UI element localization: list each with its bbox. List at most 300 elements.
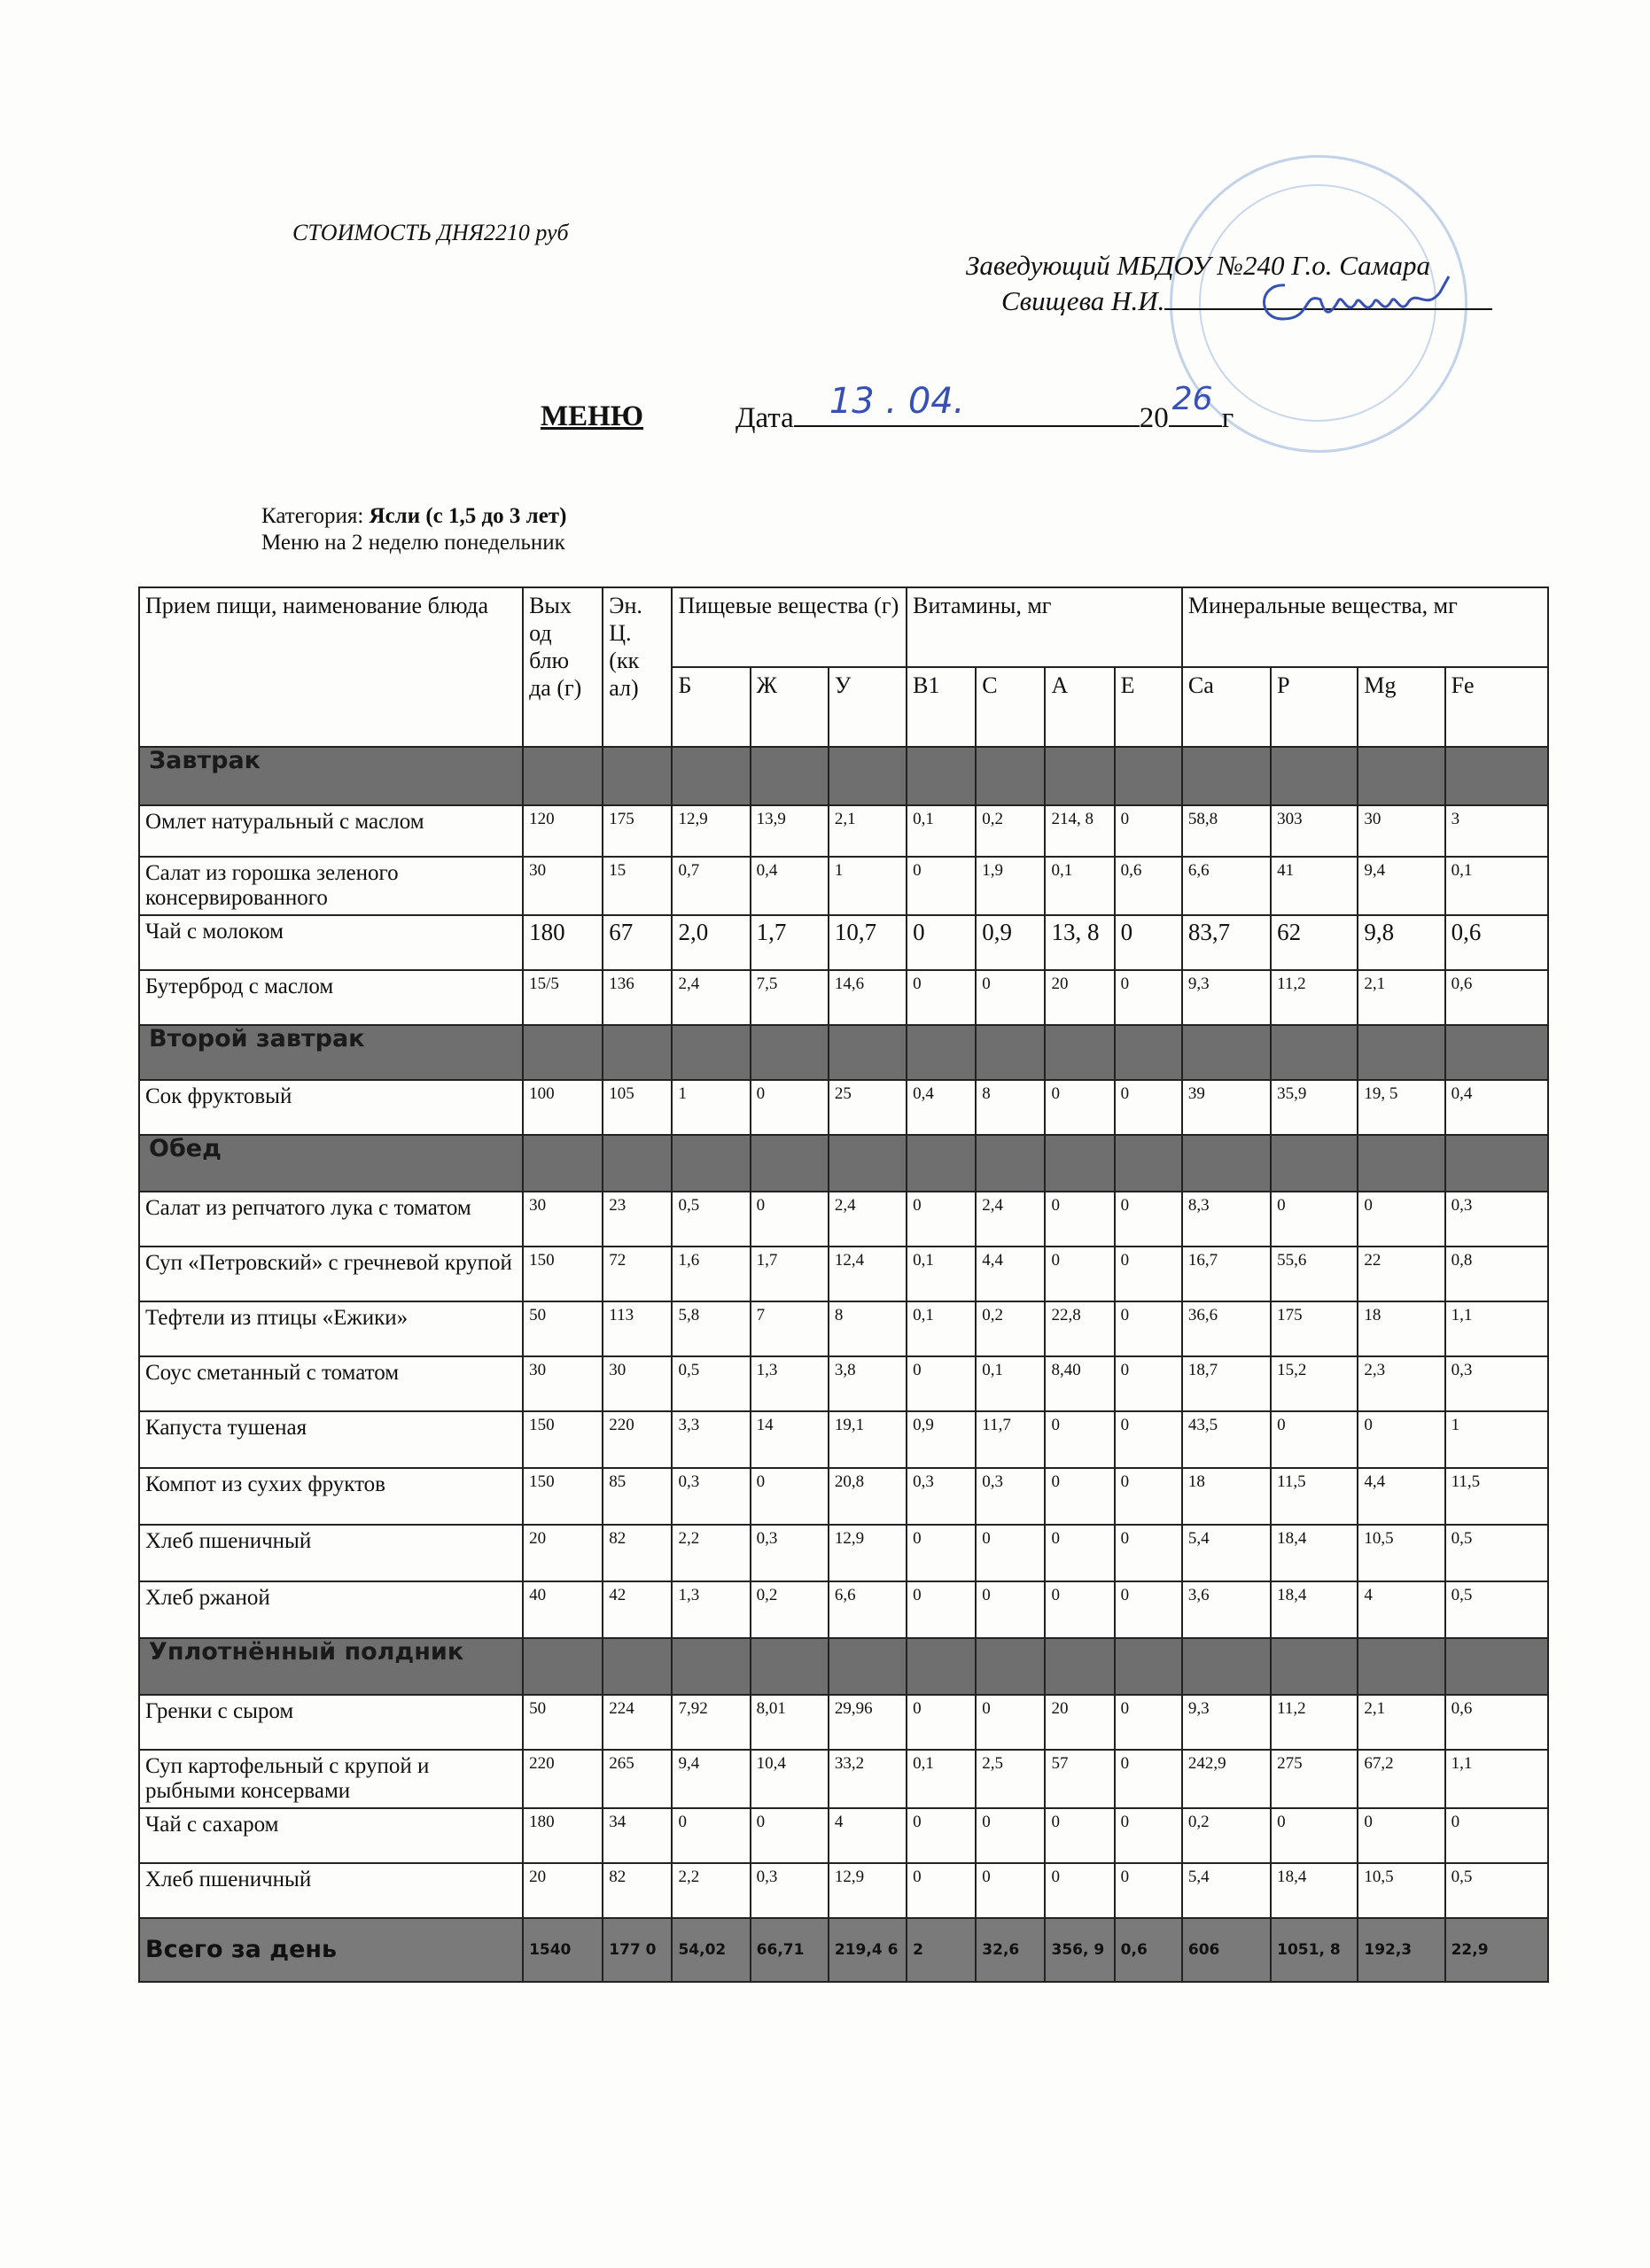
value-cell: 1,7 [751, 915, 829, 970]
value-cell: 4,4 [976, 1247, 1045, 1301]
value-cell: 12,9 [672, 805, 750, 857]
value-cell: 1,7 [751, 1247, 829, 1301]
dish-name: Хлеб пшеничный [139, 1863, 523, 1918]
section-empty-cell [907, 1135, 976, 1192]
section-row-breakfast [139, 747, 1548, 805]
section-empty-cell [976, 1638, 1045, 1695]
table-row [139, 1080, 1548, 1135]
col-minerals-header: Минеральные вещества, мг [1182, 587, 1548, 667]
value-cell: 100 [523, 1080, 603, 1135]
col-nutrients-header: Пищевые вещества (г) [672, 587, 907, 667]
value-cell: 2,3 [1358, 1356, 1444, 1411]
value-cell: 0 [751, 1468, 829, 1525]
value-cell: 7,92 [672, 1695, 750, 1750]
dish-name: Тефтели из птицы «Ежики» [139, 1301, 523, 1356]
value-cell: 14 [751, 1411, 829, 1468]
value-cell: 0,3 [976, 1468, 1045, 1525]
total-cell: 356, 9 [1045, 1918, 1114, 1982]
table-row [139, 1750, 1548, 1808]
category-block [261, 503, 566, 556]
value-cell: 0 [976, 1863, 1045, 1918]
date-value: 13 . 04. [829, 381, 965, 422]
date-label: Дата [735, 402, 794, 434]
value-cell: 113 [603, 1301, 672, 1356]
value-cell: 20,8 [829, 1468, 907, 1525]
value-cell: 8 [829, 1301, 907, 1356]
value-cell: 1,3 [672, 1581, 750, 1638]
section-empty-cell [1045, 747, 1114, 805]
value-cell: 30 [603, 1356, 672, 1411]
section-empty-cell [1358, 1025, 1444, 1080]
value-cell: 0,1 [907, 1247, 976, 1301]
section-empty-cell [907, 1025, 976, 1080]
value-cell: 0 [1045, 1863, 1114, 1918]
value-cell: 0,6 [1115, 857, 1182, 915]
value-cell: 1,6 [672, 1247, 750, 1301]
value-cell: 0,5 [1445, 1525, 1548, 1581]
value-cell: 43,5 [1182, 1411, 1271, 1468]
value-cell: 0 [907, 1192, 976, 1247]
value-cell: 0 [907, 1808, 976, 1863]
value-cell: 2,4 [976, 1192, 1045, 1247]
value-cell: 19,1 [829, 1411, 907, 1468]
value-cell: 15 [603, 857, 672, 915]
value-cell: 22,8 [1045, 1301, 1114, 1356]
value-cell: 18,4 [1271, 1525, 1358, 1581]
value-cell: 0 [1271, 1192, 1358, 1247]
value-cell: 0 [1045, 1581, 1114, 1638]
total-cell: 177 0 [603, 1918, 672, 1982]
value-cell: 4,4 [1358, 1468, 1444, 1525]
section-empty-cell [603, 747, 672, 805]
value-cell: 0 [672, 1808, 750, 1863]
total-cell: 219,4 6 [829, 1918, 907, 1982]
dish-name: Суп картофельный с крупой и рыбными консервами [139, 1750, 523, 1808]
value-cell: 12,9 [829, 1525, 907, 1581]
value-cell: 1 [1445, 1411, 1548, 1468]
value-cell: 9,4 [672, 1750, 750, 1808]
section-empty-cell [751, 1638, 829, 1695]
value-cell: 0,6 [1445, 970, 1548, 1025]
value-cell: 18,7 [1182, 1356, 1271, 1411]
value-cell: 23 [603, 1192, 672, 1247]
section-empty-cell [976, 747, 1045, 805]
value-cell: 0 [1115, 1750, 1182, 1808]
table-row [139, 1247, 1548, 1301]
section-empty-cell [1182, 1025, 1271, 1080]
date-line [735, 381, 1234, 435]
col-b1: В1 [907, 667, 976, 747]
value-cell: 39 [1182, 1080, 1271, 1135]
section-empty-cell [1358, 1135, 1444, 1192]
value-cell: 0 [907, 1525, 976, 1581]
value-cell: 5,4 [1182, 1525, 1271, 1581]
value-cell: 136 [603, 970, 672, 1025]
value-cell: 105 [603, 1080, 672, 1135]
section-empty-cell [751, 747, 829, 805]
value-cell: 0 [1115, 1411, 1182, 1468]
total-cell: 192,3 [1358, 1918, 1444, 1982]
value-cell: 50 [523, 1301, 603, 1356]
value-cell: 1 [829, 857, 907, 915]
value-cell: 6,6 [829, 1581, 907, 1638]
section-empty-cell [1358, 1638, 1444, 1695]
value-cell: 7 [751, 1301, 829, 1356]
value-cell: 11,5 [1271, 1468, 1358, 1525]
value-cell: 4 [1358, 1581, 1444, 1638]
value-cell: 214, 8 [1045, 805, 1114, 857]
value-cell: 0,2 [1182, 1808, 1271, 1863]
value-cell: 0,3 [751, 1863, 829, 1918]
value-cell: 11,2 [1271, 1695, 1358, 1750]
total-row [139, 1918, 1548, 1982]
table-row [139, 805, 1548, 857]
value-cell: 42 [603, 1581, 672, 1638]
value-cell: 150 [523, 1468, 603, 1525]
value-cell: 15/5 [523, 970, 603, 1025]
table-row [139, 1581, 1548, 1638]
value-cell: 18,4 [1271, 1863, 1358, 1918]
value-cell: 0 [907, 1863, 976, 1918]
value-cell: 0,1 [907, 1750, 976, 1808]
value-cell: 0,5 [1445, 1863, 1548, 1918]
director-title: Заведующий МБДОУ №240 Г.о. Самара [966, 250, 1430, 281]
value-cell: 5,4 [1182, 1863, 1271, 1918]
value-cell: 67,2 [1358, 1750, 1444, 1808]
dish-name: Салат из репчатого лука с томатом [139, 1192, 523, 1247]
section-empty-cell [672, 1638, 750, 1695]
value-cell: 20 [1045, 1695, 1114, 1750]
table-header-row [139, 587, 1548, 667]
value-cell: 175 [1271, 1301, 1358, 1356]
col-p: Р [1271, 667, 1358, 747]
section-row-lunch [139, 1135, 1548, 1192]
value-cell: 175 [603, 805, 672, 857]
value-cell: 8 [976, 1080, 1045, 1135]
value-cell: 0 [1045, 1080, 1114, 1135]
value-cell: 36,6 [1182, 1301, 1271, 1356]
table-row [139, 1468, 1548, 1525]
value-cell: 3,6 [1182, 1581, 1271, 1638]
total-cell: 66,71 [751, 1918, 829, 1982]
value-cell: 2,4 [672, 970, 750, 1025]
value-cell: 0 [1045, 1192, 1114, 1247]
section-empty-cell [672, 747, 750, 805]
section-empty-cell [1115, 1638, 1182, 1695]
value-cell: 8,40 [1045, 1356, 1114, 1411]
section-empty-cell [523, 747, 603, 805]
dish-name: Салат из горошка зеленого консервированного [139, 857, 523, 915]
table-row [139, 1863, 1548, 1918]
value-cell: 1,9 [976, 857, 1045, 915]
value-cell: 55,6 [1271, 1247, 1358, 1301]
col-zh: Ж [751, 667, 829, 747]
dish-name: Сок фруктовый [139, 1080, 523, 1135]
value-cell: 0 [976, 1581, 1045, 1638]
section-empty-cell [751, 1025, 829, 1080]
total-cell: 32,6 [976, 1918, 1045, 1982]
value-cell: 0 [1115, 805, 1182, 857]
value-cell: 0,2 [976, 805, 1045, 857]
section-empty-cell [523, 1025, 603, 1080]
section-empty-cell [1271, 1638, 1358, 1695]
value-cell: 0 [1115, 1356, 1182, 1411]
section-empty-cell [672, 1135, 750, 1192]
value-cell: 0 [907, 857, 976, 915]
section-empty-cell [1115, 1025, 1182, 1080]
section-empty-cell [523, 1638, 603, 1695]
value-cell: 0 [976, 1695, 1045, 1750]
dish-name: Хлеб ржаной [139, 1581, 523, 1638]
value-cell: 30 [523, 1356, 603, 1411]
value-cell: 35,9 [1271, 1080, 1358, 1135]
col-mg: Mg [1358, 667, 1444, 747]
value-cell: 0,5 [672, 1356, 750, 1411]
value-cell: 0 [751, 1808, 829, 1863]
value-cell: 0 [1115, 1525, 1182, 1581]
value-cell: 20 [523, 1863, 603, 1918]
value-cell: 0,9 [907, 1411, 976, 1468]
value-cell: 0,3 [907, 1468, 976, 1525]
total-cell: 2 [907, 1918, 976, 1982]
section-empty-cell [829, 1025, 907, 1080]
dish-name: Суп «Петровский» с гречневой крупой [139, 1247, 523, 1301]
value-cell: 0,1 [1045, 857, 1114, 915]
dish-name: Гренки с сыром [139, 1695, 523, 1750]
col-energy-header: Эн. Ц. (кк ал) [603, 587, 672, 747]
value-cell: 0 [907, 1356, 976, 1411]
dish-name: Бутерброд с маслом [139, 970, 523, 1025]
value-cell: 0,6 [1445, 915, 1548, 970]
value-cell: 0 [1045, 1468, 1114, 1525]
date-field [794, 381, 1140, 427]
menu-table-body [139, 747, 1548, 1982]
section-empty-cell [1045, 1135, 1114, 1192]
total-cell: 22,9 [1445, 1918, 1548, 1982]
value-cell: 0,3 [751, 1525, 829, 1581]
value-cell: 5,8 [672, 1301, 750, 1356]
value-cell: 0,3 [1445, 1356, 1548, 1411]
section-empty-cell [523, 1135, 603, 1192]
value-cell: 11,5 [1445, 1468, 1548, 1525]
value-cell: 9,3 [1182, 1695, 1271, 1750]
value-cell: 120 [523, 805, 603, 857]
total-cell: 54,02 [672, 1918, 750, 1982]
dish-name: Чай с сахаром [139, 1808, 523, 1863]
value-cell: 12,4 [829, 1247, 907, 1301]
col-e: Е [1115, 667, 1182, 747]
value-cell: 0,6 [1445, 1695, 1548, 1750]
value-cell: 0,5 [672, 1192, 750, 1247]
value-cell: 180 [523, 1808, 603, 1863]
section-empty-cell [1445, 747, 1548, 805]
value-cell: 0,4 [751, 857, 829, 915]
value-cell: 180 [523, 915, 603, 970]
value-cell: 2,1 [1358, 970, 1444, 1025]
section-empty-cell [1115, 747, 1182, 805]
value-cell: 0,1 [907, 1301, 976, 1356]
value-cell: 0,4 [907, 1080, 976, 1135]
value-cell: 0,4 [1445, 1080, 1548, 1135]
value-cell: 242,9 [1182, 1750, 1271, 1808]
value-cell: 0 [1271, 1808, 1358, 1863]
value-cell: 3,8 [829, 1356, 907, 1411]
section-empty-cell [603, 1025, 672, 1080]
section-empty-cell [829, 1135, 907, 1192]
total-label: Всего за день [139, 1918, 523, 1982]
value-cell: 3 [1445, 805, 1548, 857]
value-cell: 34 [603, 1808, 672, 1863]
value-cell: 2,1 [829, 805, 907, 857]
value-cell: 0 [907, 1695, 976, 1750]
value-cell: 0 [1045, 1525, 1114, 1581]
value-cell: 220 [603, 1411, 672, 1468]
value-cell: 275 [1271, 1750, 1358, 1808]
value-cell: 0 [1115, 970, 1182, 1025]
section-empty-cell [1182, 747, 1271, 805]
value-cell: 150 [523, 1411, 603, 1468]
table-row [139, 1525, 1548, 1581]
value-cell: 0 [976, 970, 1045, 1025]
value-cell: 67 [603, 915, 672, 970]
col-c: С [976, 667, 1045, 747]
year-field [1169, 381, 1222, 427]
section-empty-cell [1271, 1025, 1358, 1080]
value-cell: 33,2 [829, 1750, 907, 1808]
value-cell: 0 [1115, 1808, 1182, 1863]
section-empty-cell [1445, 1135, 1548, 1192]
value-cell: 2,2 [672, 1863, 750, 1918]
value-cell: 0 [751, 1192, 829, 1247]
value-cell: 7,5 [751, 970, 829, 1025]
value-cell: 0 [1115, 1695, 1182, 1750]
value-cell: 0,2 [751, 1581, 829, 1638]
section-empty-cell [672, 1025, 750, 1080]
total-cell: 606 [1182, 1918, 1271, 1982]
value-cell: 265 [603, 1750, 672, 1808]
value-cell: 0 [751, 1080, 829, 1135]
value-cell: 0 [1358, 1411, 1444, 1468]
table-row [139, 1808, 1548, 1863]
section-row-snack [139, 1638, 1548, 1695]
value-cell: 1,3 [751, 1356, 829, 1411]
category-value: Ясли (с 1,5 до 3 лет) [369, 504, 567, 528]
value-cell: 0 [1358, 1192, 1444, 1247]
value-cell: 0 [976, 1525, 1045, 1581]
col-dish-header: Прием пищи, наименование блюда [139, 587, 523, 747]
section-title: Завтрак [139, 747, 523, 805]
section-row-second-breakfast [139, 1025, 1548, 1080]
value-cell: 0,9 [976, 915, 1045, 970]
value-cell: 0,3 [1445, 1192, 1548, 1247]
value-cell: 82 [603, 1525, 672, 1581]
value-cell: 12,9 [829, 1863, 907, 1918]
value-cell: 9,8 [1358, 915, 1444, 970]
value-cell: 0 [1115, 1863, 1182, 1918]
section-empty-cell [1045, 1025, 1114, 1080]
value-cell: 13, 8 [1045, 915, 1114, 970]
value-cell: 0,2 [976, 1301, 1045, 1356]
value-cell: 15,2 [1271, 1356, 1358, 1411]
category-label: Категория: [261, 504, 364, 528]
value-cell: 10,4 [751, 1750, 829, 1808]
value-cell: 0,8 [1445, 1247, 1548, 1301]
table-row [139, 857, 1548, 915]
dish-name: Хлеб пшеничный [139, 1525, 523, 1581]
section-empty-cell [1358, 747, 1444, 805]
section-empty-cell [603, 1135, 672, 1192]
director-signature [1249, 266, 1453, 337]
table-row [139, 1356, 1548, 1411]
menu-week: Меню на 2 неделю понедельник [261, 531, 565, 555]
value-cell: 18 [1358, 1301, 1444, 1356]
value-cell: 0 [907, 1581, 976, 1638]
value-cell: 29,96 [829, 1695, 907, 1750]
section-empty-cell [1182, 1638, 1271, 1695]
value-cell: 150 [523, 1247, 603, 1301]
value-cell: 2,2 [672, 1525, 750, 1581]
section-empty-cell [907, 747, 976, 805]
value-cell: 0 [1115, 1080, 1182, 1135]
section-empty-cell [976, 1135, 1045, 1192]
value-cell: 0 [1445, 1808, 1548, 1863]
value-cell: 0 [1045, 1808, 1114, 1863]
section-empty-cell [1115, 1135, 1182, 1192]
value-cell: 30 [523, 857, 603, 915]
section-title: Уплотнённый полдник [139, 1638, 523, 1695]
value-cell: 83,7 [1182, 915, 1271, 970]
value-cell: 0 [1115, 1301, 1182, 1356]
section-empty-cell [603, 1638, 672, 1695]
value-cell: 58,8 [1182, 805, 1271, 857]
section-empty-cell [1271, 1135, 1358, 1192]
dish-name: Капуста тушеная [139, 1411, 523, 1468]
value-cell: 224 [603, 1695, 672, 1750]
value-cell: 0 [1045, 1411, 1114, 1468]
value-cell: 18,4 [1271, 1581, 1358, 1638]
value-cell: 0 [976, 1808, 1045, 1863]
section-empty-cell [1445, 1638, 1548, 1695]
table-row [139, 1695, 1548, 1750]
section-empty-cell [1045, 1638, 1114, 1695]
value-cell: 11,2 [1271, 970, 1358, 1025]
table-row [139, 915, 1548, 970]
value-cell: 14,6 [829, 970, 907, 1025]
value-cell: 220 [523, 1750, 603, 1808]
value-cell: 50 [523, 1695, 603, 1750]
col-u: У [829, 667, 907, 747]
value-cell: 13,9 [751, 805, 829, 857]
value-cell: 72 [603, 1247, 672, 1301]
value-cell: 10,5 [1358, 1863, 1444, 1918]
value-cell: 2,5 [976, 1750, 1045, 1808]
value-cell: 85 [603, 1468, 672, 1525]
total-cell: 1051, 8 [1271, 1918, 1358, 1982]
value-cell: 57 [1045, 1750, 1114, 1808]
col-yield-header: Вых од блю да (г) [523, 587, 603, 747]
section-title: Второй завтрак [139, 1025, 523, 1080]
dish-name: Компот из сухих фруктов [139, 1468, 523, 1525]
value-cell: 62 [1271, 915, 1358, 970]
year-prefix: 20 [1139, 402, 1169, 434]
year-value: 26 [1171, 381, 1213, 417]
table-row [139, 1301, 1548, 1356]
total-cell: 0,6 [1115, 1918, 1182, 1982]
value-cell: 2,0 [672, 915, 750, 970]
section-empty-cell [829, 1638, 907, 1695]
value-cell: 11,7 [976, 1411, 1045, 1468]
value-cell: 1,1 [1445, 1301, 1548, 1356]
